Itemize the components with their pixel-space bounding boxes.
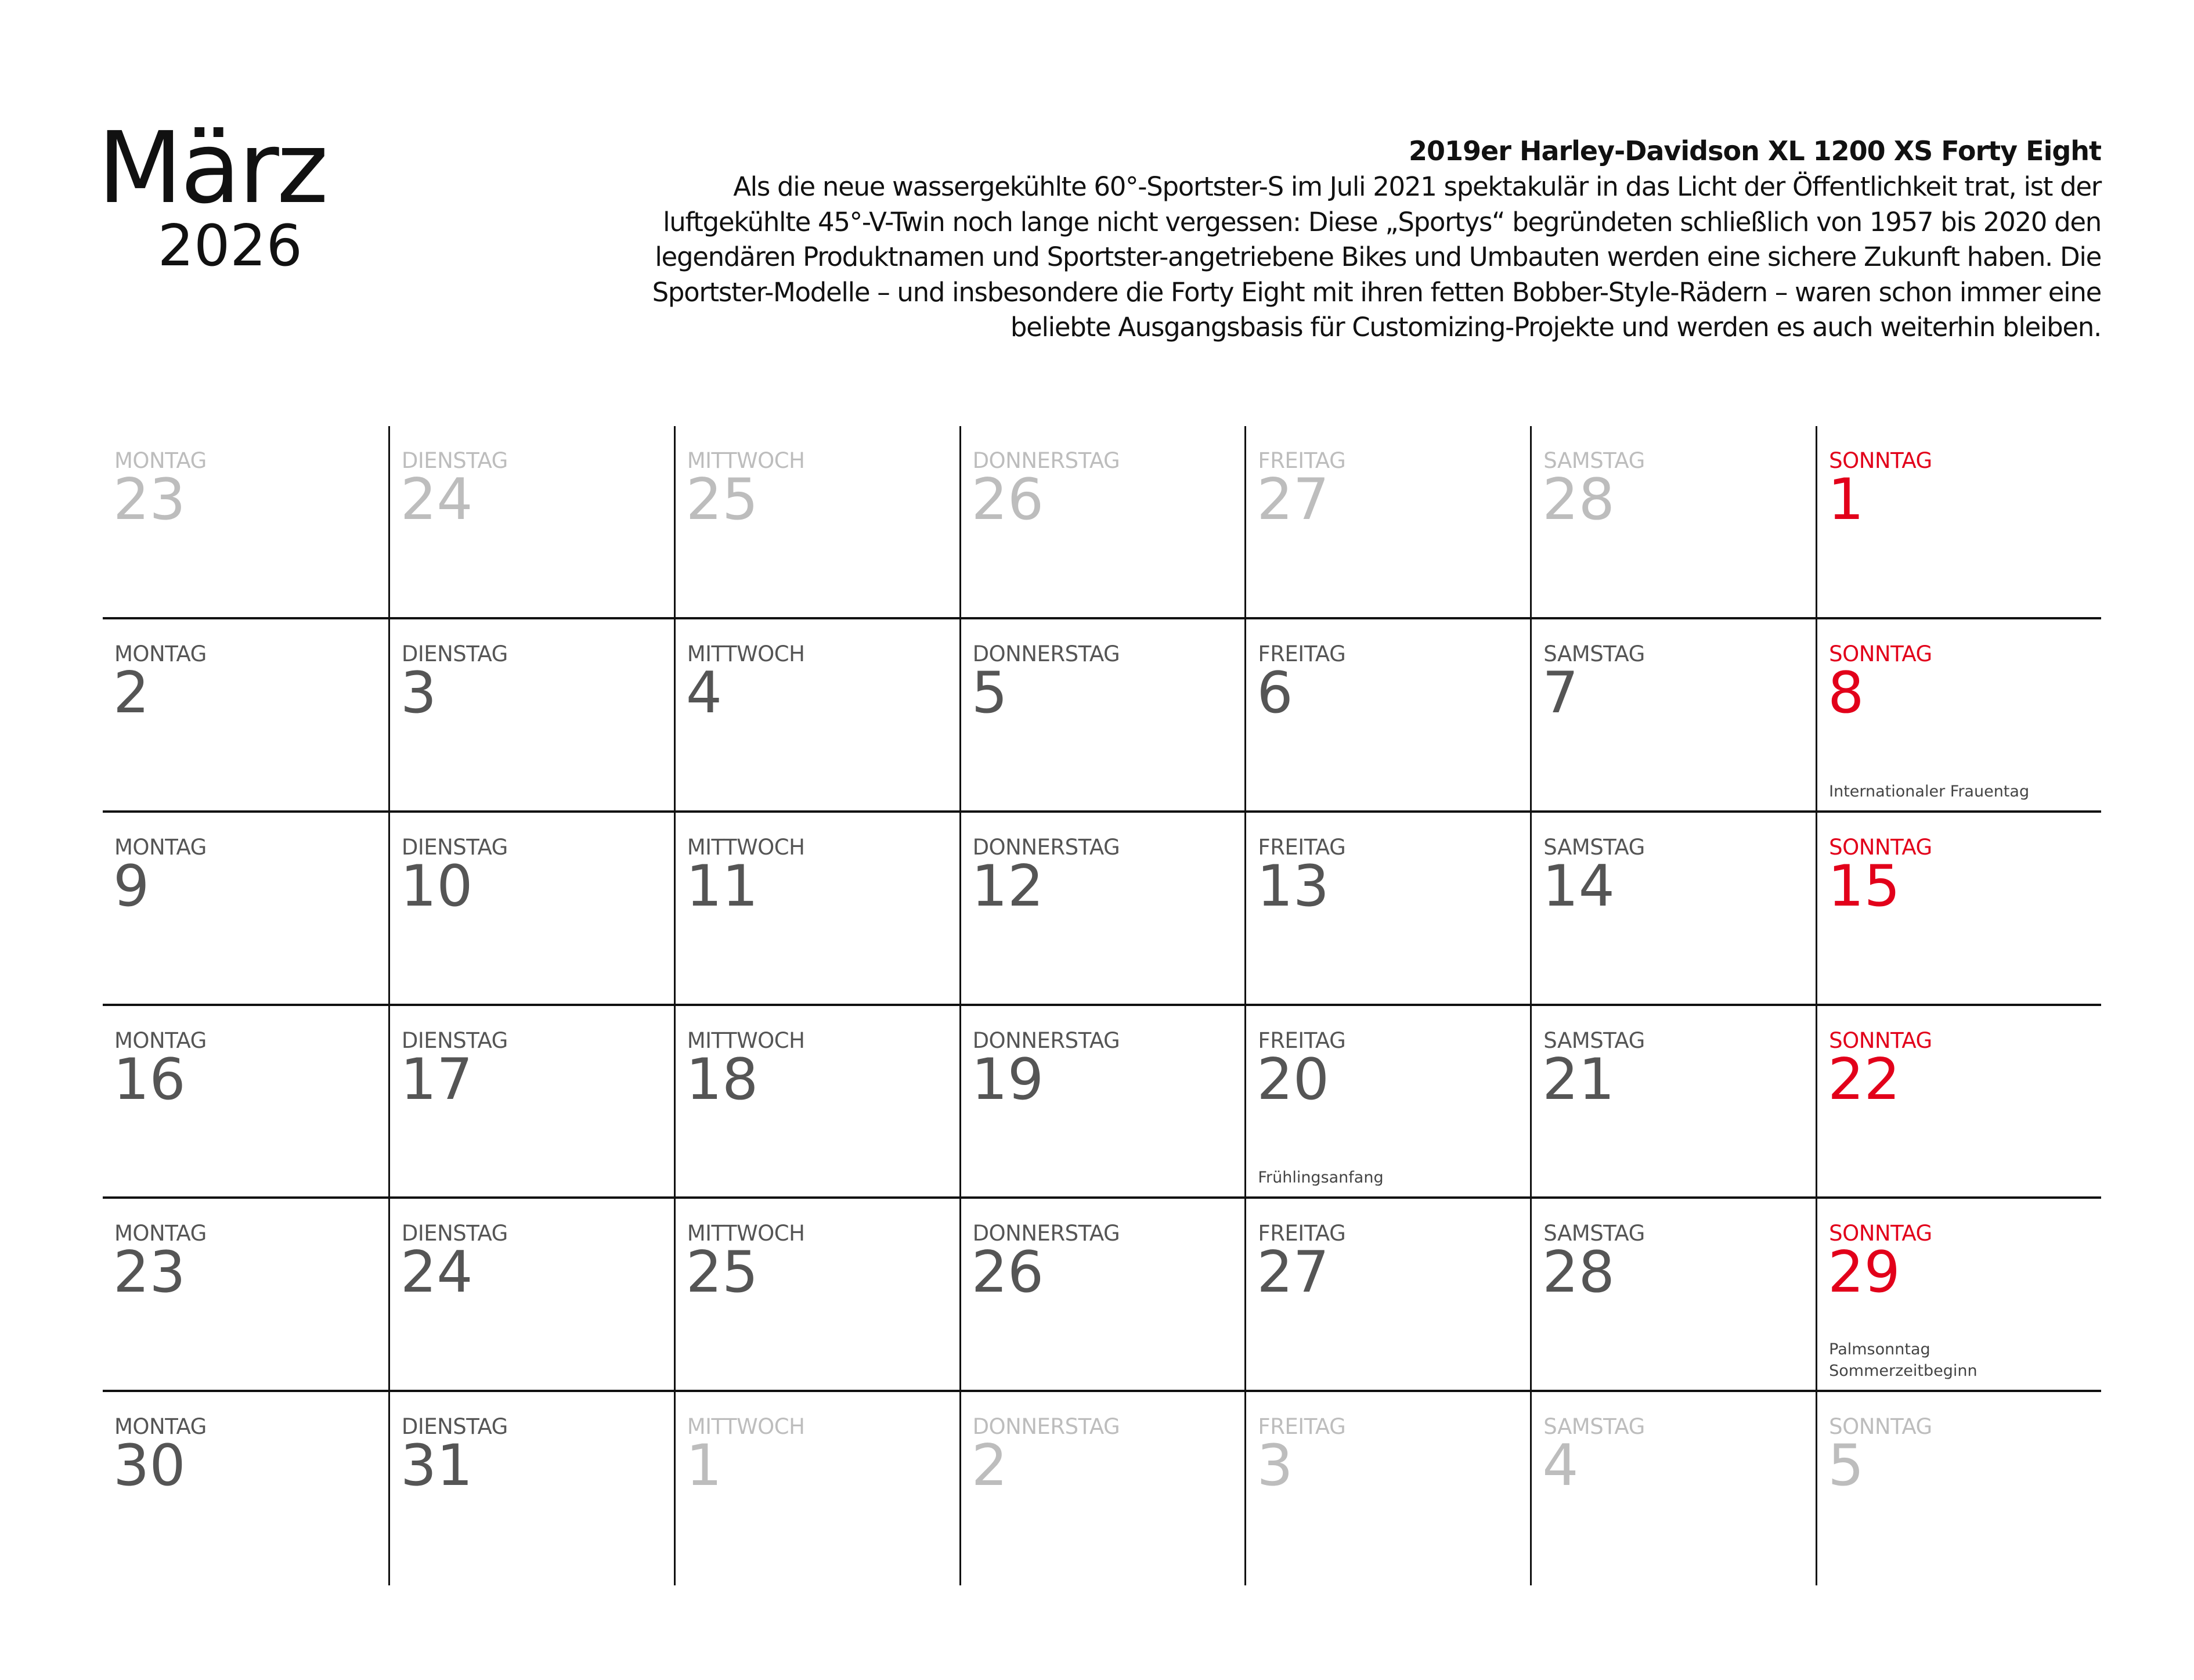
- weekday-label: MITTWOCH: [687, 641, 805, 666]
- day-cell[interactable]: [103, 619, 388, 813]
- day-cell[interactable]: [959, 426, 1245, 619]
- day-cell[interactable]: [1530, 1199, 1816, 1392]
- weekday-label: FREITAG: [1258, 834, 1346, 860]
- day-cell[interactable]: [103, 813, 388, 1006]
- day-cell[interactable]: [674, 813, 959, 1006]
- day-number: 6: [1257, 659, 1293, 726]
- day-cell[interactable]: [1244, 1199, 1530, 1392]
- day-cell[interactable]: [674, 1006, 959, 1199]
- day-cell[interactable]: [1244, 1392, 1530, 1585]
- weekday-label: SAMSTAG: [1543, 834, 1645, 860]
- day-number: 11: [685, 853, 759, 920]
- weekday-label: SAMSTAG: [1543, 1414, 1645, 1440]
- day-number: 18: [685, 1046, 759, 1113]
- day-cell[interactable]: [1244, 619, 1530, 813]
- day-number: 20: [1257, 1046, 1330, 1113]
- day-number: 15: [1828, 853, 1900, 920]
- weekday-label: MONTAG: [114, 641, 207, 666]
- weekday-label: MONTAG: [114, 834, 207, 860]
- day-cell[interactable]: [674, 619, 959, 813]
- day-number: 7: [1542, 659, 1579, 726]
- holiday-note: Internationaler Frauentag: [1829, 782, 2030, 801]
- weekday-label: MITTWOCH: [687, 448, 805, 473]
- weekday-label: SAMSTAG: [1543, 1028, 1645, 1053]
- day-cell[interactable]: [674, 1392, 959, 1585]
- weekday-label: MITTWOCH: [687, 834, 805, 860]
- day-number: 26: [971, 1239, 1044, 1306]
- weekday-label: MONTAG: [114, 1414, 207, 1440]
- day-cell[interactable]: [959, 1006, 1245, 1199]
- day-cell[interactable]: [674, 426, 959, 619]
- weekday-label: SONNTAG: [1829, 1028, 1932, 1053]
- day-number: 3: [1257, 1433, 1293, 1499]
- weekday-label: DONNERSTAG: [972, 448, 1120, 473]
- day-cell[interactable]: [1244, 813, 1530, 1006]
- day-cell[interactable]: [103, 1392, 388, 1585]
- day-number: 2: [971, 1433, 1008, 1499]
- holiday-notes: [1258, 1167, 1383, 1188]
- day-cell[interactable]: [1530, 1006, 1816, 1199]
- day-number: 27: [1257, 1239, 1330, 1306]
- day-number: 4: [1542, 1433, 1579, 1499]
- weekday-label: MITTWOCH: [687, 1221, 805, 1246]
- day-cell[interactable]: [1816, 1199, 2101, 1392]
- description-body: Als die neue wassergekühlte 60°-Sportster-S im Juli 2021 spektakulär in das Licht der Öffentlichkeit trat, ist der luftgekühlte 45°-V-Twin noch lange nicht vergessen: Diese „Sportys“ begründeten schließlich von 1957 bis 2020 den legendären Produktnamen und Sportster-angetriebene Bikes und Umbauten werden eine sichere Zukunft haben. Die Sportster-Modelle – und insbesondere die Forty Eight mit ihren fetten Bobber-Style-Rädern – waren schon immer eine beliebte Ausgangsbasis für Customizing-Projekte und werden es auch weiterhin bleiben.: [652, 171, 2101, 343]
- weekday-label: DIENSTAG: [401, 1028, 508, 1053]
- day-cell[interactable]: [388, 1006, 674, 1199]
- description: [650, 132, 2101, 345]
- day-number: 26: [971, 467, 1044, 533]
- month-title: März: [98, 111, 326, 226]
- holiday-note: Sommerzeitbeginn: [1829, 1362, 1978, 1380]
- weekday-label: DONNERSTAG: [972, 1028, 1120, 1053]
- weekday-label: MITTWOCH: [687, 1028, 805, 1053]
- day-number: 8: [1828, 659, 1864, 726]
- day-cell[interactable]: [674, 1199, 959, 1392]
- weekday-label: SONNTAG: [1829, 448, 1932, 473]
- holiday-note: Palmsonntag: [1829, 1340, 1930, 1359]
- calendar-grid: [103, 426, 2101, 1585]
- day-cell[interactable]: [1816, 813, 2101, 1006]
- day-cell[interactable]: [1816, 1006, 2101, 1199]
- day-cell[interactable]: [1816, 1392, 2101, 1585]
- day-number: 13: [1257, 853, 1330, 920]
- weekday-label: DIENSTAG: [401, 1221, 508, 1246]
- weekday-label: DIENSTAG: [401, 834, 508, 860]
- day-cell[interactable]: [103, 1199, 388, 1392]
- day-number: 9: [113, 853, 150, 920]
- day-cell[interactable]: [388, 426, 674, 619]
- day-number: 19: [971, 1046, 1044, 1113]
- weekday-label: MONTAG: [114, 1221, 207, 1246]
- weekday-label: DONNERSTAG: [972, 1414, 1120, 1440]
- weekday-label: MITTWOCH: [687, 1414, 805, 1440]
- day-cell[interactable]: [959, 813, 1245, 1006]
- weekday-label: DONNERSTAG: [972, 834, 1120, 860]
- weekday-label: DIENSTAG: [401, 1414, 508, 1440]
- day-cell[interactable]: [1244, 1006, 1530, 1199]
- day-cell[interactable]: [1816, 619, 2101, 813]
- weekday-label: SONNTAG: [1829, 1221, 1932, 1246]
- day-number: 5: [1828, 1433, 1864, 1499]
- day-cell[interactable]: [1244, 426, 1530, 619]
- weekday-label: SONNTAG: [1829, 641, 1932, 666]
- day-number: 30: [113, 1433, 186, 1499]
- day-number: 23: [113, 467, 186, 533]
- weekday-label: FREITAG: [1258, 448, 1346, 473]
- day-cell[interactable]: [388, 619, 674, 813]
- weekday-label: FREITAG: [1258, 1221, 1346, 1246]
- day-number: 17: [400, 1046, 473, 1113]
- day-cell[interactable]: [959, 1392, 1245, 1585]
- day-number: 21: [1542, 1046, 1615, 1113]
- day-cell[interactable]: [1530, 1392, 1816, 1585]
- day-number: 16: [113, 1046, 186, 1113]
- day-number: 5: [971, 659, 1008, 726]
- weekday-label: SAMSTAG: [1543, 448, 1645, 473]
- weekday-label: SONNTAG: [1829, 834, 1932, 860]
- weekday-label: SAMSTAG: [1543, 641, 1645, 666]
- day-number: 4: [685, 659, 723, 726]
- day-cell[interactable]: [1530, 426, 1816, 619]
- weekday-label: DIENSTAG: [401, 641, 508, 666]
- day-number: 24: [400, 1239, 473, 1306]
- day-number: 2: [113, 659, 150, 726]
- weekday-label: FREITAG: [1258, 641, 1346, 666]
- weekday-label: FREITAG: [1258, 1414, 1346, 1440]
- day-cell[interactable]: [388, 1199, 674, 1392]
- year-title: 2026: [157, 213, 302, 279]
- holiday-notes: [1829, 781, 2029, 802]
- day-cell[interactable]: [959, 619, 1245, 813]
- day-cell[interactable]: [103, 426, 388, 619]
- day-number: 22: [1828, 1046, 1900, 1113]
- day-number: 25: [685, 467, 759, 533]
- weekday-label: SONNTAG: [1829, 1414, 1932, 1440]
- day-cell[interactable]: [1530, 619, 1816, 813]
- weekday-label: DIENSTAG: [401, 448, 508, 473]
- weekday-label: MONTAG: [114, 448, 207, 473]
- day-number: 27: [1257, 467, 1330, 533]
- weekday-label: DONNERSTAG: [972, 1221, 1120, 1246]
- day-cell[interactable]: [388, 813, 674, 1006]
- day-cell[interactable]: [1530, 813, 1816, 1006]
- day-number: 1: [685, 1433, 723, 1499]
- day-number: 28: [1542, 467, 1615, 533]
- day-number: 1: [1828, 467, 1864, 533]
- holiday-notes: [1829, 1339, 1977, 1382]
- description-title: 2019er Harley-Davidson XL 1200 XS Forty Eight: [1409, 135, 2101, 167]
- day-number: 29: [1828, 1239, 1900, 1306]
- day-number: 23: [113, 1239, 186, 1306]
- weekday-label: SAMSTAG: [1543, 1221, 1645, 1246]
- day-number: 25: [685, 1239, 759, 1306]
- weekday-label: MONTAG: [114, 1028, 207, 1053]
- day-number: 31: [400, 1433, 473, 1499]
- weekday-label: DONNERSTAG: [972, 641, 1120, 666]
- day-cell[interactable]: [1816, 426, 2101, 619]
- day-cell[interactable]: [388, 1392, 674, 1585]
- day-number: 12: [971, 853, 1044, 920]
- day-cell[interactable]: [103, 1006, 388, 1199]
- day-number: 14: [1542, 853, 1615, 920]
- holiday-note: Frühlingsanfang: [1258, 1169, 1384, 1187]
- weekday-label: FREITAG: [1258, 1028, 1346, 1053]
- day-number: 3: [400, 659, 437, 726]
- day-cell[interactable]: [959, 1199, 1245, 1392]
- day-number: 10: [400, 853, 473, 920]
- day-number: 24: [400, 467, 473, 533]
- day-number: 28: [1542, 1239, 1615, 1306]
